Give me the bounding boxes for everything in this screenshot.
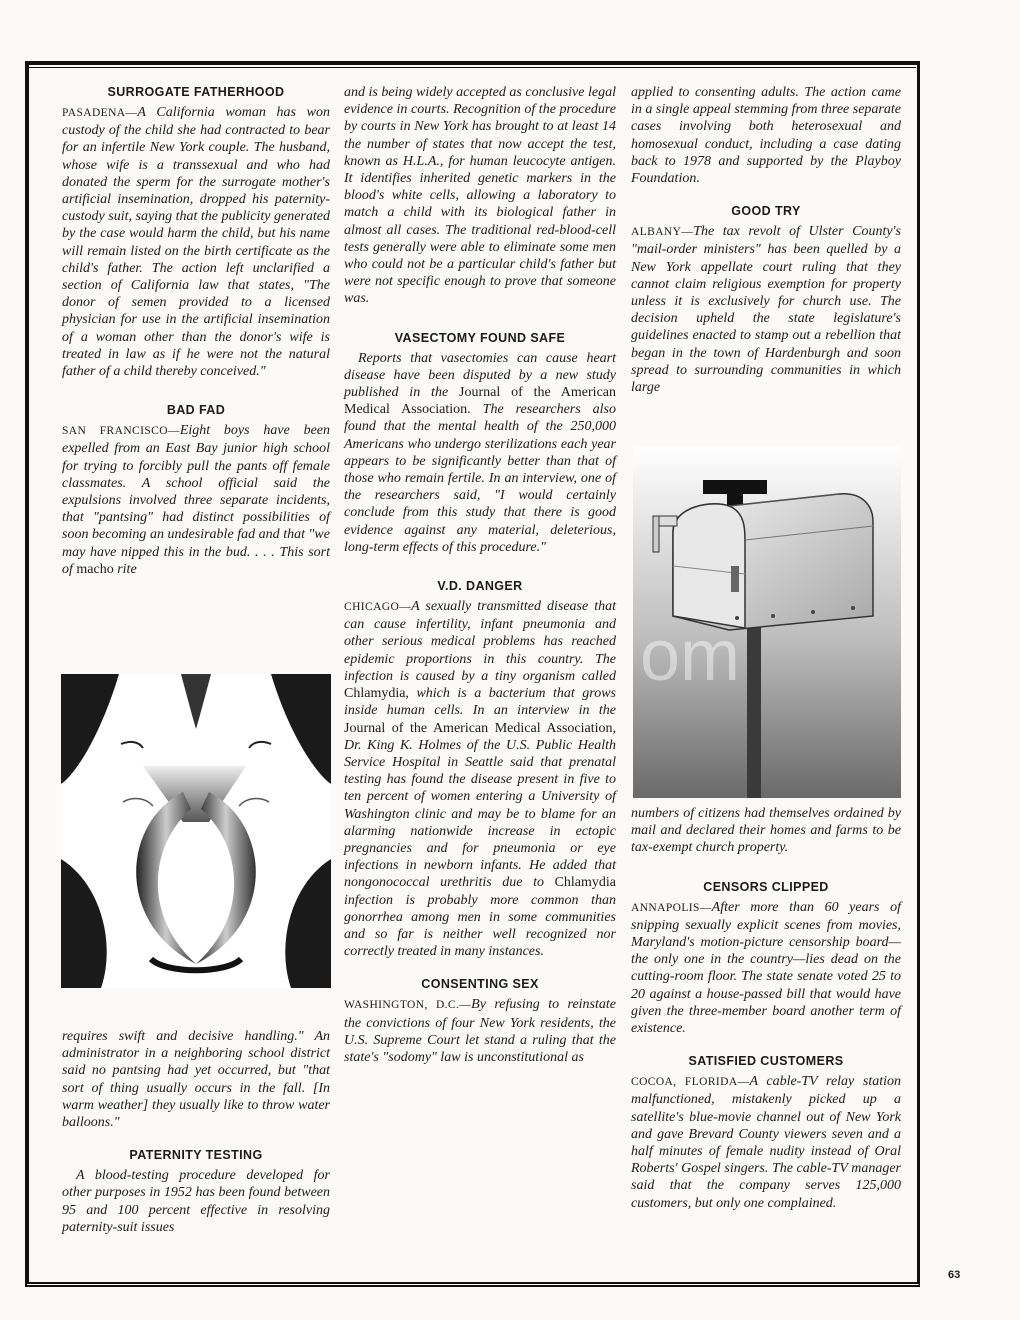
dateline: ANNAPOLIS— <box>631 901 712 914</box>
headline-censors-clipped: CENSORS CLIPPED <box>703 879 829 894</box>
dateline: WASHINGTON, D.C.— <box>344 999 472 1012</box>
article-bad-fad: SAN FRANCISCO—Eight boys have been expelled from an East Bay junior high school for trying to forcibly pull the pants off female classmates. A school official said the expulsions involved three separate incidents, that "pantsing" had distinct possibilities of soon becoming an undesirable fad and that "we may have nipped this in the bud. . . . This sort of macho rite <box>62 423 330 577</box>
dateline: COCOA, FLORIDA— <box>631 1076 750 1089</box>
column-1-bottom <box>62 1028 330 1236</box>
headline-paternity-testing: PATERNITY TESTING <box>129 1148 263 1163</box>
article-consenting-continued: applied to consenting adults. The action came in a single appeal stemming from three separate cases involving both heterosexual and homosexual conduct, including a case dating back to 1978 and supported by the Playboy Foundation. <box>631 85 901 187</box>
article-censors-clipped: ANNAPOLIS—After more than 60 years of snipping sexually explicit scenes from movies, Maryland's motion-picture censorship board—the only one in the country—lies dead on the cutting-room floor. The state senate voted 25 to 20 against a house-passed bill that would have given the three-member board another term of existence. <box>631 899 901 1037</box>
column-3 <box>631 84 901 396</box>
dateline: CHICAGO— <box>344 601 412 614</box>
headline-bad-fad: BAD FAD <box>166 403 226 418</box>
article-satisfied-customers: COCOA, FLORIDA—A cable-TV relay station malfunctioned, mistakenly picked up a satellite's blue-movie channel out of New York and gave Brevard County viewers seven and a half minutes of female nudity instead of Oral Roberts' Gospel singers. The cable-TV manager said that the company serves 125,000 customers, but only one complained. <box>631 1074 901 1211</box>
article-vasectomy: Reports that vasectomies can cause heart disease have been disputed by a new study published in the Journal of the American Medical Association. The researchers also found that the mental health of the 250,000 Americans who undergo sterilizations each year appears to be significantly better than that of those who remain fertile. In an interview, one of the researchers said, "I would certainly conclude from this study that there is good evidence against any material, deleterious, long-term effects of this procedure." <box>344 350 617 555</box>
article-bad-fad-continued: requires swift and decisive handling." An administrator in a neighboring school district said no pantsing had yet occurred, but "that sort of thing usually occurs in the fall. [In warm weather] they usually like to throw water balloons." <box>62 1029 330 1131</box>
column-3-bottom <box>631 805 901 1212</box>
headline-surrogate-fatherhood: SURROGATE FATHERHOOD <box>107 85 285 99</box>
column-1 <box>62 84 330 578</box>
illustration-mailbox-cross <box>633 446 901 798</box>
dateline: PASADENA— <box>62 107 138 119</box>
headline-vd-danger: V.D. DANGER <box>437 579 523 594</box>
article-consenting-sex: WASHINGTON, D.C.—By refusing to reinstate the convictions of four New York residents, the U.S. Supreme Court let stand a ruling that the state's "sodomy" law is unconstitutional as <box>344 997 616 1065</box>
watermark: om <box>640 616 741 696</box>
column-2 <box>344 84 616 1066</box>
dateline: ALBANY— <box>631 226 694 239</box>
article-good-try: ALBANY—The tax revolt of Ulster County's "mail-order ministers" has been quelled by a New York appellate court ruling that they cannot claim religious exemption for property unless it is exclusively for church use. The decision upheld the state legislature's guidelines enacted to stamp out a rebellion that began in the town of Hardenburgh and soon spread to surrounding communities in which large <box>631 224 901 396</box>
article-paternity-continued: and is being widely accepted as conclusive legal evidence in courts. Recognition of the procedure by courts in New York has brought to at least 14 the number of states that now accept the test, known as H.L.A., for human leucocyte antigen. It identifies inherited genetic markers in the blood's white cells, allowing a laboratory to match a child with its biological father in almost all cases. The traditional red-blood-cell tests generally were able to eliminate some men who could not be a particular child's father but were not specific enough to prove that someone was. <box>344 85 616 307</box>
article-vd-danger: CHICAGO—A sexually transmitted disease that can cause infertility, infant pneumonia and other serious medical problems has reached epidemic proportions in this country. The infection is caused by a tiny organism called Chlamydia, which is a bacterium that grows inside human cells. In an interview in the Journal of the American Medical Association, Dr. King K. Holmes of the U.S. Public Health Service Hospital in Seattle said that prenatal testing has found the disease present in five to ten percent of women entering a University of Washington clinic and may be to blame for an alarming nationwide increase in ectopic pregnancies and for pneumonia or eye infections in newborn infants. He added that nongonococcal urethritis due to Chlamydia infection is probably more common than gonorrhea among men in some communities and so far is neither well recognized nor correctly treated in many instances. <box>344 599 616 960</box>
article-paternity-testing: A blood-testing procedure developed for other purposes in 1952 has been found between 95 and 100 percent effective in resolving paternity-suit issues <box>62 1168 330 1235</box>
frame-rule <box>29 67 916 68</box>
article-surrogate-fatherhood: PASADENA—A California woman has won custody of the child she had contracted to bear for an infertile New York couple. The husband, whose wife is a transsexual and who had donated the sperm for the surrogate mother's artificial insemination, dropped his paternity-custody suit, saying that the publicity generated by the case would harm the child, but his name will remain listed on the birth certificate as the child's father. The action left unclarified a section of California law that states, "The donor of semen provided to a licensed physician for use in the artificial insemination of a woman other than the donor's wife is treated in law as if he were not the natural father of a child thereby conceived." <box>62 105 330 380</box>
page-number: 63 <box>948 1269 961 1281</box>
headline-vasectomy: VASECTOMY FOUND SAFE <box>394 330 566 345</box>
headline-satisfied-customers: SATISFIED CUSTOMERS <box>688 1054 844 1069</box>
article-good-try-continued: numbers of citizens had themselves ordained by mail and declared their homes and farms to be tax-exempt church property. <box>631 806 901 856</box>
dateline: SAN FRANCISCO— <box>62 425 180 438</box>
headline-consenting-sex: CONSENTING SEX <box>421 977 539 992</box>
illustration-abstract-figure <box>61 674 331 988</box>
headline-good-try: GOOD TRY <box>731 204 801 219</box>
